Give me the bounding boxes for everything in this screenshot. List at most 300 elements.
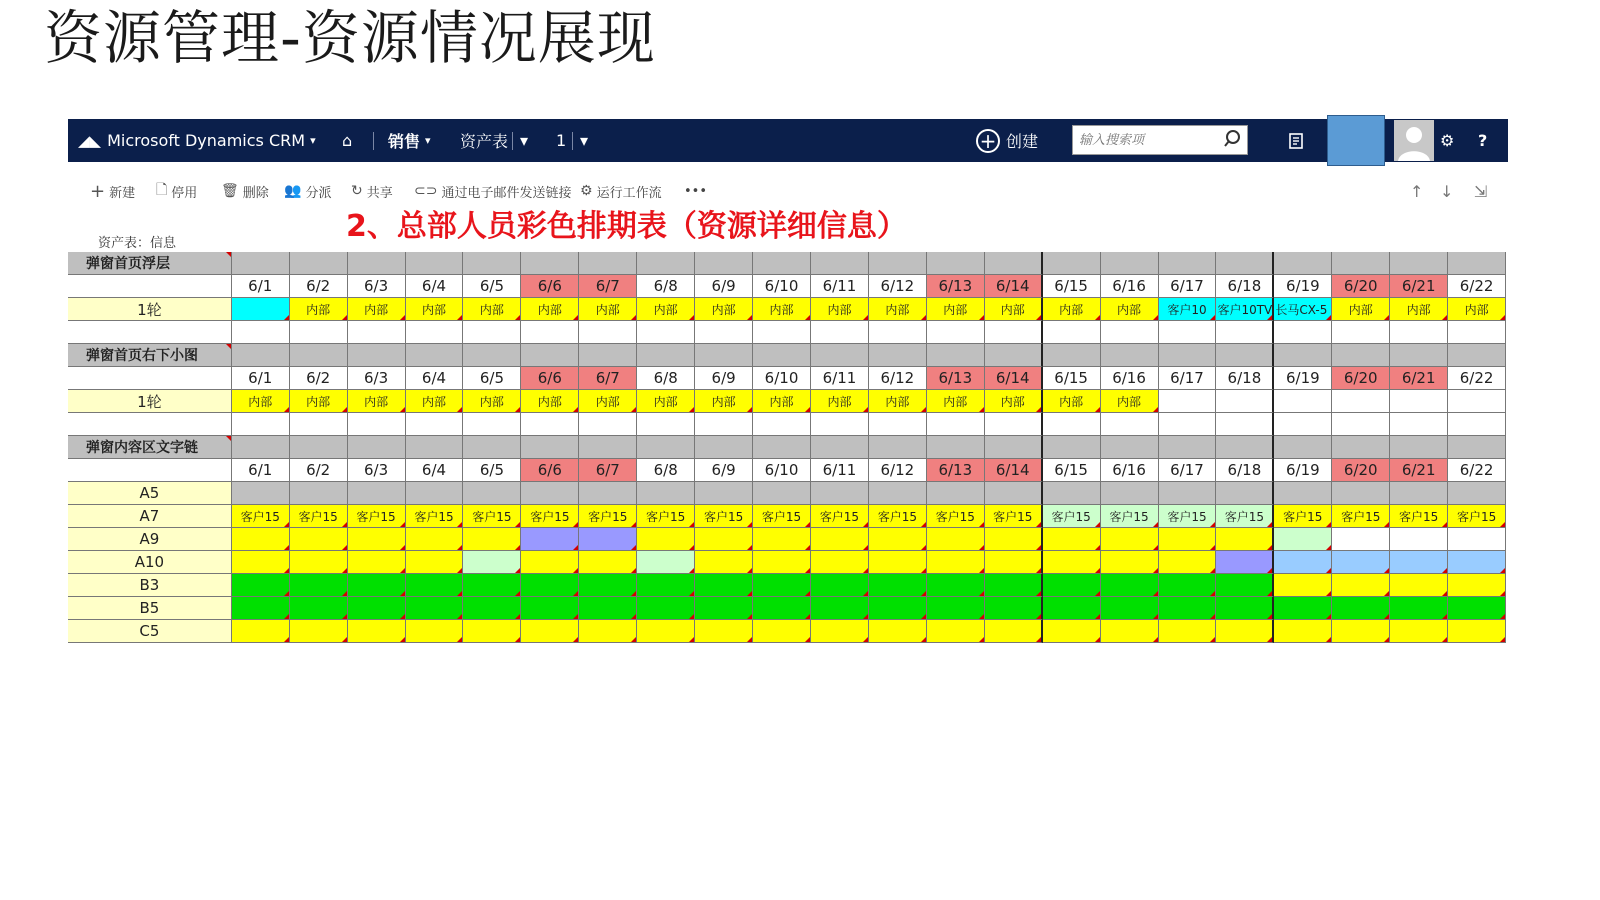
schedule-cell[interactable] [811,597,869,620]
schedule-cell[interactable] [1159,482,1217,505]
schedule-cell[interactable] [1101,574,1159,597]
schedule-cell[interactable] [811,551,869,574]
deactivate-button[interactable] [156,178,197,204]
run-workflow-label: 运行工作流 [596,185,662,201]
header-blank-cell [1332,436,1390,459]
schedule-cell[interactable]: 内部 [1101,390,1159,413]
schedule-cell[interactable] [695,620,753,643]
schedule-cell[interactable] [869,620,927,643]
schedule-cell[interactable] [811,528,869,551]
schedule-cell[interactable] [463,551,521,574]
date-cell: 6/15 [1043,367,1101,390]
schedule-cell[interactable] [1159,390,1217,413]
blank-cell [68,321,232,344]
schedule-cell[interactable]: 内部 [290,390,348,413]
schedule-cell[interactable] [695,597,753,620]
schedule-cell[interactable] [232,597,290,620]
schedule-cell[interactable]: 内部 [637,298,695,321]
schedule-cell[interactable] [348,528,406,551]
schedule-cell[interactable] [579,482,637,505]
schedule-cell[interactable] [695,574,753,597]
schedule-cell[interactable] [463,574,521,597]
header-blank-cell [1448,436,1506,459]
date-cell: 6/1 [232,275,290,298]
schedule-cell[interactable]: 内部 [753,390,811,413]
blank-cell [232,321,290,344]
brand-name: Microsoft Dynamics CRM [107,131,306,150]
schedule-cell[interactable] [1390,482,1448,505]
schedule-cell[interactable]: 客户15 [985,505,1043,528]
header-blank-cell [521,252,579,275]
schedule-cell[interactable] [869,482,927,505]
schedule-cell[interactable] [1390,551,1448,574]
blank-cell [1274,413,1332,436]
schedule-cell[interactable] [1216,482,1274,505]
assign-label: 分派 [305,185,332,201]
schedule-cell[interactable]: 客户15 [406,505,464,528]
schedule-cell[interactable] [1332,620,1390,643]
schedule-cell[interactable] [1216,597,1274,620]
schedule-cell[interactable] [406,482,464,505]
header-blank-cell [348,436,406,459]
schedule-cell[interactable] [1274,574,1332,597]
search-icon[interactable] [1223,129,1241,149]
schedule-cell[interactable] [637,528,695,551]
schedule-cell[interactable] [579,528,637,551]
schedule-cell[interactable] [1101,597,1159,620]
schedule-cell[interactable] [1043,551,1101,574]
schedule-cell[interactable] [232,298,290,321]
schedule-cell[interactable] [1332,551,1390,574]
schedule-cell[interactable] [290,620,348,643]
schedule-cell[interactable] [348,551,406,574]
schedule-cell[interactable] [290,574,348,597]
workflow-icon: ⚙ [580,183,593,199]
schedule-cell[interactable] [869,597,927,620]
schedule-cell[interactable] [637,620,695,643]
schedule-cell[interactable] [985,551,1043,574]
schedule-cell[interactable] [1274,390,1332,413]
header-blank-cell [1274,436,1332,459]
assign-button[interactable] [284,178,331,204]
date-cell: 6/11 [811,459,869,482]
schedule-cell[interactable] [1101,482,1159,505]
blank-cell [521,321,579,344]
schedule-cell[interactable] [753,620,811,643]
chevron-down-icon[interactable]: ▾ [580,131,589,150]
schedule-cell[interactable] [1216,574,1274,597]
date-cell: 6/16 [1101,459,1159,482]
arrow-up-icon[interactable]: ↑ [1410,181,1424,201]
schedule-cell[interactable]: 内部 [406,390,464,413]
schedule-cell[interactable]: 内部 [406,298,464,321]
plus-circle-icon: + [976,129,1000,153]
header-blank-cell [1043,436,1101,459]
schedule-cell[interactable] [869,528,927,551]
schedule-cell[interactable]: 内部 [985,298,1043,321]
schedule-cell[interactable]: 内部 [811,390,869,413]
schedule-cell[interactable] [463,482,521,505]
schedule-cell[interactable] [1159,574,1217,597]
header-blank-cell [753,436,811,459]
schedule-cell[interactable] [1332,528,1390,551]
date-cell: 6/21 [1390,459,1448,482]
schedule-cell[interactable] [1390,620,1448,643]
nav-separator [572,132,573,150]
header-blank-cell [290,344,348,367]
schedule-cell[interactable] [927,551,985,574]
header-blank-cell [406,436,464,459]
schedule-cell[interactable] [1448,390,1506,413]
schedule-cell[interactable]: 内部 [521,390,579,413]
schedule-cell[interactable]: 内部 [348,390,406,413]
schedule-cell[interactable] [1274,482,1332,505]
section-title: 弹窗首页右下小图 [68,344,232,367]
blank-cell [811,321,869,344]
nav-sales-menu[interactable] [388,119,431,162]
header-blank-cell [232,252,290,275]
schedule-cell[interactable] [1101,551,1159,574]
schedule-cell[interactable]: 客户15 [1101,505,1159,528]
schedule-cell[interactable]: 客户15 [695,505,753,528]
schedule-cell[interactable] [927,597,985,620]
recent-records-icon[interactable] [1288,119,1308,162]
resource-label: B5 [68,597,232,620]
schedule-cell[interactable] [1159,597,1217,620]
blank-cell [406,321,464,344]
blank-cell [406,413,464,436]
header-blank-cell [1043,252,1101,275]
schedule-cell[interactable]: 客户15 [290,505,348,528]
schedule-cell[interactable] [927,482,985,505]
schedule-cell[interactable]: 客户15 [232,505,290,528]
schedule-cell[interactable] [637,482,695,505]
date-cell: 6/8 [637,367,695,390]
schedule-cell[interactable] [521,620,579,643]
expand-icon[interactable]: ⇲ [1474,181,1488,201]
schedule-cell[interactable] [521,528,579,551]
date-cell: 6/10 [753,459,811,482]
blank-cell [68,413,232,436]
share-icon: ↻ [351,183,363,199]
header-blank-cell [1101,436,1159,459]
date-cell: 6/9 [695,367,753,390]
chevron-down-icon: ▾ [310,134,316,147]
schedule-cell[interactable]: 内部 [1448,298,1506,321]
schedule-cell[interactable] [1274,597,1332,620]
schedule-cell[interactable] [985,528,1043,551]
schedule-cell[interactable] [637,551,695,574]
blank-cell [985,413,1043,436]
new-button[interactable] [90,178,135,204]
chevron-down-icon: ▾ [425,134,431,147]
schedule-cell[interactable] [1448,551,1506,574]
date-cell: 6/2 [290,275,348,298]
schedule-cell[interactable]: 客户15 [1332,505,1390,528]
schedule-cell[interactable]: 客户15 [521,505,579,528]
nav-entity-label: 资产表 [460,132,509,151]
schedule-cell[interactable]: 内部 [637,390,695,413]
schedule-cell[interactable] [348,482,406,505]
schedule-cell[interactable] [1448,597,1506,620]
schedule-cell[interactable] [406,528,464,551]
schedule-cell[interactable] [927,574,985,597]
resource-label: C5 [68,620,232,643]
schedule-cell[interactable] [406,597,464,620]
schedule-cell[interactable] [1332,482,1390,505]
arrow-down-icon[interactable]: ↓ [1440,181,1454,201]
nav-record-number[interactable]: 1 [556,131,567,150]
schedule-cell[interactable] [1390,528,1448,551]
schedule-cell[interactable] [1216,551,1274,574]
date-cell: 6/5 [463,275,521,298]
schedule-cell[interactable]: 客户15 [348,505,406,528]
schedule-cell[interactable] [1216,620,1274,643]
header-blank-cell [1332,252,1390,275]
schedule-cell[interactable] [232,482,290,505]
schedule-cell[interactable] [463,597,521,620]
schedule-cell[interactable] [521,551,579,574]
schedule-cell[interactable] [753,597,811,620]
schedule-cell[interactable]: 客户15 [463,505,521,528]
schedule-cell[interactable] [1043,482,1101,505]
schedule-cell[interactable] [869,551,927,574]
chevron-down-icon[interactable]: ▾ [520,131,529,150]
schedule-cell[interactable] [406,620,464,643]
date-cell: 6/12 [869,275,927,298]
header-blank-cell [521,344,579,367]
schedule-cell[interactable] [1274,528,1332,551]
schedule-cell[interactable] [753,528,811,551]
schedule-cell[interactable]: 客户15 [753,505,811,528]
schedule-cell[interactable] [1159,551,1217,574]
blank-cell [637,321,695,344]
date-cell: 6/6 [521,367,579,390]
schedule-cell[interactable]: 客户15 [1390,505,1448,528]
gear-icon[interactable]: ⚙ [1440,131,1455,150]
schedule-cell[interactable] [1043,574,1101,597]
resource-row [68,620,1506,643]
schedule-cell[interactable] [695,551,753,574]
schedule-cell[interactable] [521,482,579,505]
schedule-cell[interactable]: 长马CX-5 [1274,298,1332,321]
schedule-cell[interactable]: 内部 [579,298,637,321]
header-blank-cell [1159,344,1217,367]
header-blank-cell [1043,344,1101,367]
schedule-cell[interactable]: 内部 [753,298,811,321]
form-label: 资产表：信息 [98,236,177,251]
schedule-cell[interactable]: 内部 [1332,298,1390,321]
schedule-cell[interactable]: 客户15 [869,505,927,528]
schedule-cell[interactable] [1448,528,1506,551]
schedule-cell[interactable] [232,551,290,574]
brand-menu[interactable] [78,119,316,162]
schedule-cell[interactable] [869,574,927,597]
header-blank-cell [985,344,1043,367]
delete-label: 删除 [242,185,269,201]
schedule-cell[interactable] [1043,620,1101,643]
schedule-cell[interactable] [985,574,1043,597]
schedule-cell[interactable] [1332,574,1390,597]
schedule-cell[interactable]: 内部 [1101,298,1159,321]
schedule-cell[interactable] [637,574,695,597]
schedule-cell[interactable]: 内部 [985,390,1043,413]
schedule-cell[interactable]: 客户15 [1159,505,1217,528]
schedule-cell[interactable] [985,620,1043,643]
schedule-cell[interactable]: 客户15 [1274,505,1332,528]
resource-row [68,597,1506,620]
resource-label: A5 [68,482,232,505]
schedule-cell[interactable] [1159,620,1217,643]
schedule-cell[interactable] [1216,528,1274,551]
blank-cell [753,413,811,436]
schedule-cell[interactable]: 客户10TV [1216,298,1274,321]
header-blank-cell [1101,252,1159,275]
new-label: 新建 [109,185,136,201]
schedule-cell[interactable] [811,574,869,597]
date-cell: 6/3 [348,459,406,482]
home-icon[interactable]: ⌂ [342,131,353,150]
header-blank-cell [463,344,521,367]
schedule-cell[interactable] [1448,482,1506,505]
schedule-cell[interactable] [1332,390,1390,413]
schedule-cell[interactable] [232,620,290,643]
schedule-cell[interactable] [290,482,348,505]
header-blank-cell [811,344,869,367]
resource-row [68,482,1506,505]
schedule-cell[interactable]: 内部 [869,390,927,413]
blank-cell [463,413,521,436]
schedule-cell[interactable] [406,574,464,597]
schedule-cell[interactable] [1390,574,1448,597]
schedule-cell[interactable]: 内部 [521,298,579,321]
schedule-cell[interactable] [521,574,579,597]
schedule-cell[interactable]: 内部 [1043,298,1101,321]
date-cell: 6/18 [1216,459,1274,482]
schedule-cell[interactable] [579,620,637,643]
schedule-cell[interactable] [1390,597,1448,620]
schedule-cell[interactable]: 内部 [463,390,521,413]
schedule-cell[interactable] [406,551,464,574]
schedule-cell[interactable] [695,528,753,551]
schedule-cell[interactable] [1448,620,1506,643]
blank-cell [1101,413,1159,436]
schedule-cell[interactable]: 客户15 [1043,505,1101,528]
delete-button[interactable] [221,178,269,204]
schedule-cell[interactable]: 内部 [695,298,753,321]
schedule-cell[interactable] [927,620,985,643]
schedule-cell[interactable] [753,482,811,505]
more-commands-button[interactable]: ••• [684,183,708,199]
schedule-cell[interactable]: 内部 [1043,390,1101,413]
header-blank-cell [290,436,348,459]
schedule-cell[interactable] [290,551,348,574]
date-cell: 6/13 [927,367,985,390]
blank-cell [579,321,637,344]
schedule-cell[interactable] [1101,528,1159,551]
schedule-cell[interactable]: 客户15 [637,505,695,528]
schedule-cell[interactable] [985,482,1043,505]
schedule-cell[interactable] [579,597,637,620]
schedule-cell[interactable]: 客户15 [927,505,985,528]
schedule-cell[interactable] [348,620,406,643]
schedule-cell[interactable] [290,597,348,620]
schedule-cell[interactable] [463,528,521,551]
schedule-cell[interactable] [348,597,406,620]
blank-cell [985,321,1043,344]
schedule-cell[interactable]: 客户15 [1448,505,1506,528]
schedule-cell[interactable] [1216,390,1274,413]
schedule-cell[interactable] [811,482,869,505]
schedule-cell[interactable] [463,620,521,643]
dynamics-logo-icon: ◢◣ [78,131,102,150]
schedule-cell[interactable]: 内部 [811,298,869,321]
schedule-cell[interactable] [811,620,869,643]
schedule-cell[interactable]: 内部 [869,298,927,321]
blank-cell [695,413,753,436]
schedule-cell[interactable]: 内部 [927,390,985,413]
date-cell: 6/22 [1448,459,1506,482]
schedule-cell[interactable] [232,574,290,597]
avatar[interactable] [1394,120,1434,161]
schedule-cell[interactable] [637,597,695,620]
date-row-label [68,459,232,482]
nav-entity-link[interactable] [460,119,508,162]
help-icon[interactable]: ? [1478,131,1488,150]
schedule-cell[interactable]: 内部 [232,390,290,413]
schedule-cell[interactable] [985,597,1043,620]
schedule-cell[interactable]: 内部 [1390,298,1448,321]
schedule-cell[interactable] [1274,551,1332,574]
schedule-cell[interactable] [927,528,985,551]
header-blank-cell [927,344,985,367]
schedule-cell[interactable] [348,574,406,597]
create-button[interactable] [976,119,1038,162]
schedule-cell[interactable] [1332,597,1390,620]
schedule-cell[interactable]: 客户10 [1159,298,1217,321]
schedule-cell[interactable]: 客户15 [1216,505,1274,528]
date-cell: 6/14 [985,367,1043,390]
schedule-cell[interactable] [290,528,348,551]
schedule-cell[interactable]: 内部 [463,298,521,321]
schedule-cell[interactable] [232,528,290,551]
schedule-cell[interactable] [1274,620,1332,643]
blank-cell [1274,321,1332,344]
schedule-cell[interactable] [753,551,811,574]
schedule-cell[interactable]: 客户15 [579,505,637,528]
schedule-cell[interactable] [1448,574,1506,597]
schedule-cell[interactable]: 内部 [695,390,753,413]
search-input[interactable] [1073,126,1213,154]
schedule-cell[interactable] [1390,390,1448,413]
schedule-cell[interactable] [1043,528,1101,551]
schedule-cell[interactable] [1101,620,1159,643]
schedule-cell[interactable] [753,574,811,597]
schedule-cell[interactable] [1159,528,1217,551]
schedule-cell[interactable]: 内部 [927,298,985,321]
schedule-cell[interactable]: 内部 [348,298,406,321]
schedule-cell[interactable]: 内部 [290,298,348,321]
schedule-cell[interactable]: 内部 [579,390,637,413]
resource-label: A9 [68,528,232,551]
schedule-cell[interactable] [521,597,579,620]
schedule-cell[interactable] [579,551,637,574]
schedule-cell[interactable] [1043,597,1101,620]
date-cell: 6/10 [753,367,811,390]
schedule-cell[interactable]: 客户15 [811,505,869,528]
schedule-cell[interactable] [695,482,753,505]
schedule-cell[interactable] [579,574,637,597]
